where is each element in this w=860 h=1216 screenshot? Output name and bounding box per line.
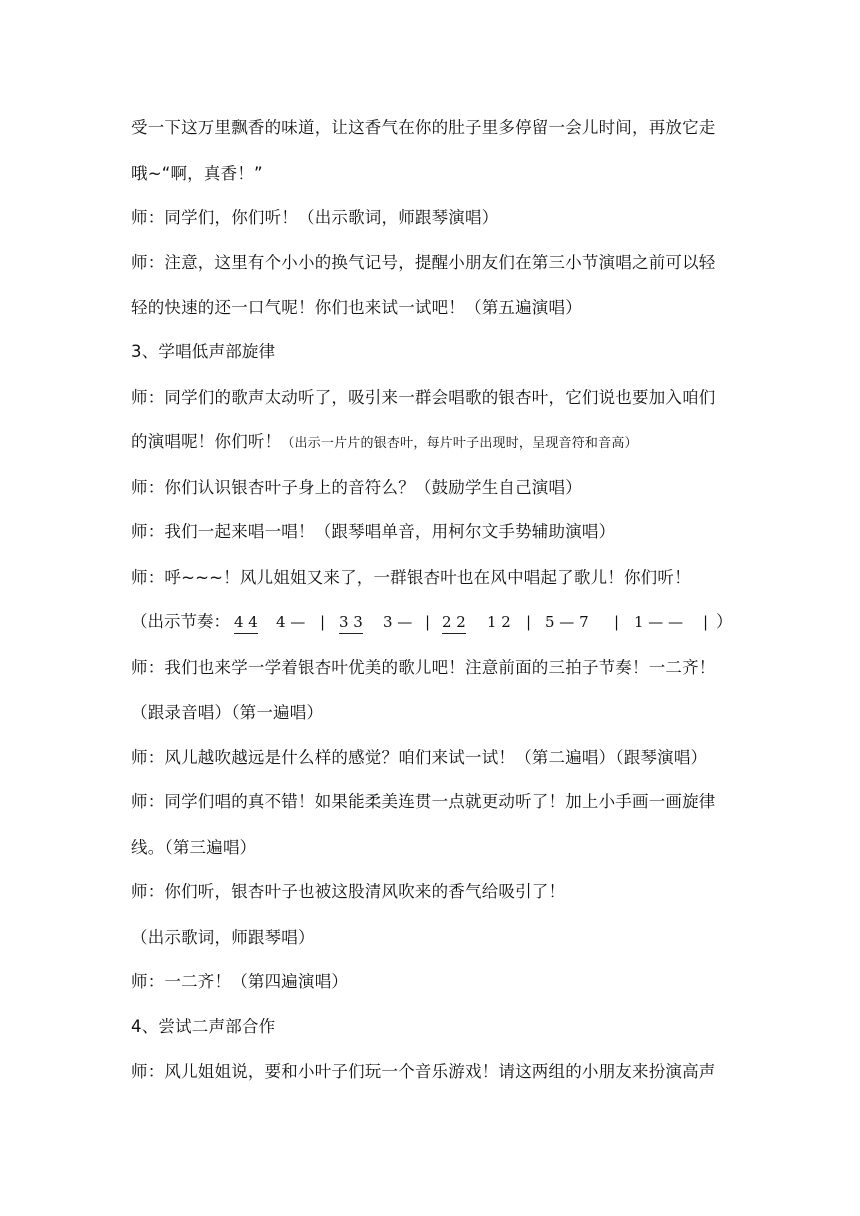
time-signature: 4 4 — [234, 612, 258, 634]
paragraph-line: 师：同学们的歌声太动听了，吸引来一群会唱歌的银杏叶，它们说也要加入咱们 — [131, 388, 716, 407]
section-heading: 4、尝试二声部合作 — [131, 1017, 276, 1036]
paragraph-line: 师：风儿姐姐说，要和小叶子们玩一个音乐游戏！请这两组的小朋友来扮演高声 — [131, 1062, 716, 1081]
measure-2-tail: 3 — — [383, 613, 413, 631]
paragraph-line — [131, 432, 638, 454]
bar-line: | — [425, 613, 431, 631]
paragraph-line: 师：同学们唱的真不错！如果能柔美连贯一点就更动听了！加上小手画一画旋律 — [131, 792, 716, 811]
paragraph-line: 哦~“啊，真香！” — [131, 164, 263, 183]
bar-line: | — [703, 613, 709, 631]
measure-1: 4 — — [276, 613, 306, 631]
paragraph-line: 师：我们一起来唱一唱！（跟琴唱单音，用柯尔文手势辅助演唱） — [131, 522, 616, 541]
paragraph-line: 师：一二齐！（第四遍演唱） — [131, 972, 349, 991]
paragraph-line: 师：风儿越吹越远是什么样的感觉？咱们来试一试！（第二遍唱）（跟琴演唱） — [131, 748, 708, 767]
paragraph-line: 轻的快速的还一口气呢！你们也来试一试吧！（第五遍演唱） — [131, 298, 582, 317]
rhythm-close: ） — [716, 612, 733, 631]
paragraph-line: （出示歌词，师跟琴唱） — [131, 928, 315, 947]
paragraph-line: 师：呼~~~！风儿姐姐又来了，一群银杏叶也在风中唱起了歌儿！你们听！ — [131, 568, 691, 587]
measure-5: 1 — — — [634, 613, 684, 631]
measure-3-beat: 2 2 — [442, 612, 466, 634]
measure-2-beat: 3 3 — [339, 612, 363, 634]
paragraph-line: 师：你们听，银杏叶子也被这股清风吹来的香气给吸引了！ — [131, 882, 566, 901]
paragraph-line: 师：我们也来学一学着银杏叶优美的歌儿吧！注意前面的三拍子节奏！一二齐！ — [131, 658, 716, 677]
stage-direction: （出示一片片的银杏叶，每片叶子出现时，呈现音符和音高） — [281, 436, 638, 451]
paragraph-line — [131, 478, 582, 498]
bar-line: | — [614, 613, 620, 631]
bar-line: | — [526, 613, 532, 631]
section-heading: 3、学唱低声部旋律 — [131, 342, 276, 361]
line-text: 的演唱呢！你们听！ — [131, 432, 282, 451]
paragraph-line: 受一下这万里飘香的味道，让这香气在你的肚子里多停留一会儿时间，再放它走 — [131, 118, 716, 137]
paragraph-line: 线。（第三遍唱） — [131, 838, 257, 857]
speaker-prefix: 师： — [131, 478, 165, 497]
paragraph-line: （跟录音唱）（第一遍唱） — [131, 703, 324, 722]
bar-line: | — [320, 613, 326, 631]
measure-3-tail: 1 2 — [487, 613, 511, 631]
line-text: 你们认识银杏叶子身上的音符么？（鼓励学生自己演唱） — [164, 478, 582, 497]
paragraph-line: 师：同学们，你们听！（出示歌词，师跟琴演唱） — [131, 208, 499, 227]
measure-4: 5 — 7 — [545, 613, 589, 631]
rhythm-label: （出示节奏： — [131, 612, 230, 631]
paragraph-line: 师：注意，这里有个小小的换气记号，提醒小朋友们在第三小节演唱之前可以轻 — [131, 253, 716, 272]
